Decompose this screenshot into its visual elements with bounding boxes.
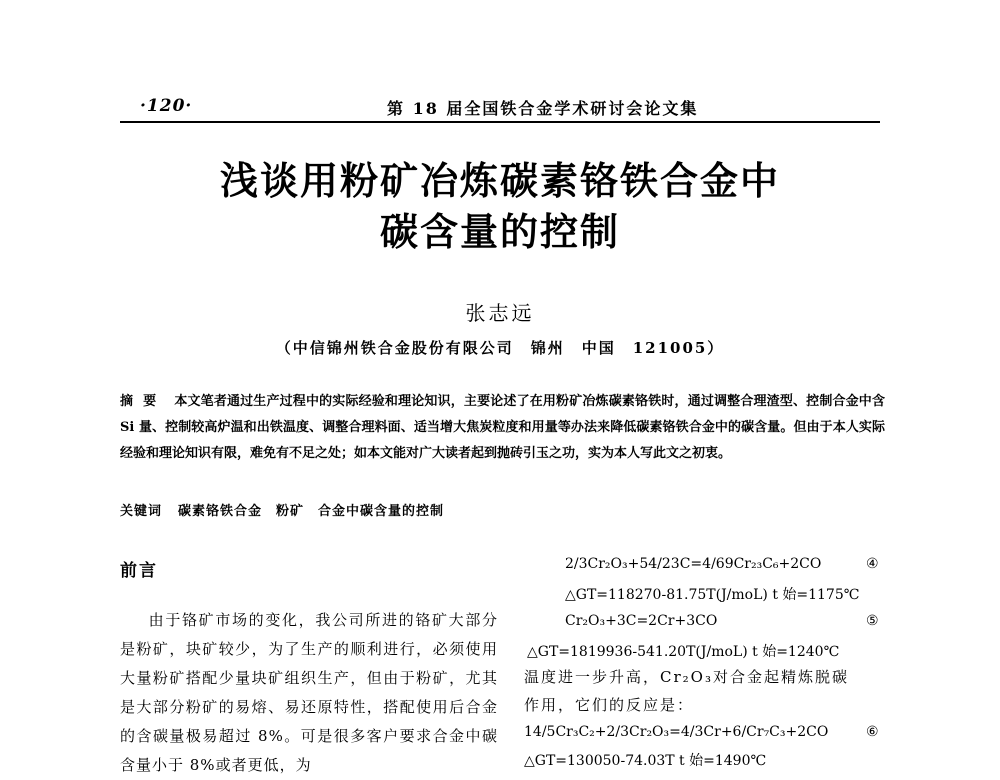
equation-4-number: ④ — [866, 556, 879, 572]
equation-5-number: ⑤ — [866, 613, 879, 629]
paper-title-line1: 浅谈用粉矿冶炼碳素铬铁合金中 — [219, 159, 780, 203]
equation-4: 2/3Cr₂O₃+54/23C=4/69Cr₂₃C₆+2CO — [565, 556, 822, 572]
equation-6: 14/5Cr₃C₂+2/3Cr₂O₃=4/3Cr+6/Cr₇C₃+2CO — [524, 724, 829, 740]
keywords-text: 碳素铬铁合金 粉矿 合金中碳含量的控制 — [178, 504, 445, 519]
author: 张志远 — [465, 301, 535, 325]
abstract — [120, 389, 885, 467]
abstract-text: 本文笔者通过生产过程中的实际经验和理论知识，主要论述了在用粉矿冶炼碳素铬铁时，通过调整合理渣型、控制合金中含 Si 量、控制较高炉温和出铁温度、调整合理料面、适当增大焦炭粒度和用量等办法来降低碳素铬铁合金中的碳含量。但由于本人实际经验和理论知识有限，难免有不足之处；如本文能对广大读者起到抛砖引玉之功，实为本人写此文之初衷。 — [120, 394, 885, 461]
header-rule — [120, 121, 880, 123]
equation-5: Cr₂O₃+3C=2Cr+3CO — [565, 613, 718, 629]
equation-6-gibbs: △GT=130050-74.03T t 始=1490℃ — [524, 753, 767, 769]
equation-6-number: ⑥ — [866, 724, 879, 740]
intro-paragraph-text: 由于铬矿市场的变化，我公司所进的铬矿大部分是粉矿，块矿较少，为了生产的顺利进行，必须使用大量粉矿搭配少量块矿组织生产，但由于粉矿，尤其是大部分粉矿的易熔、易还原特性，搭配使用后合金的含碳量极易超过 8%。可是很多客户要求合金中碳含量小于 8%或者更低，为 — [120, 611, 498, 774]
keywords — [120, 500, 444, 519]
affiliation: （中信锦州铁合金股份有限公司 锦州 中国 121005） — [275, 339, 725, 357]
paper-title-line2: 碳含量的控制 — [379, 210, 620, 254]
right-text-line1: 温度进一步升高，Cr₂O₃对合金起精炼脱碳 — [524, 668, 849, 686]
right-text-line2: 作用，它们的反应是： — [524, 696, 695, 714]
intro-paragraph — [120, 606, 498, 780]
page-number: ·120· — [140, 96, 193, 116]
equation-4-gibbs: △GT=118270-81.75T(J/moL) t 始=1175℃ — [565, 587, 860, 603]
keywords-label: 关键词 — [120, 504, 163, 519]
section-title: 前言 — [120, 561, 158, 581]
journal-title: 第 18 届全国铁合金学术研讨会论文集 — [387, 99, 699, 118]
equation-5-gibbs: △GT=1819936-541.20T(J/moL) t 始=1240℃ — [527, 644, 840, 660]
abstract-label: 摘要 — [120, 394, 167, 409]
